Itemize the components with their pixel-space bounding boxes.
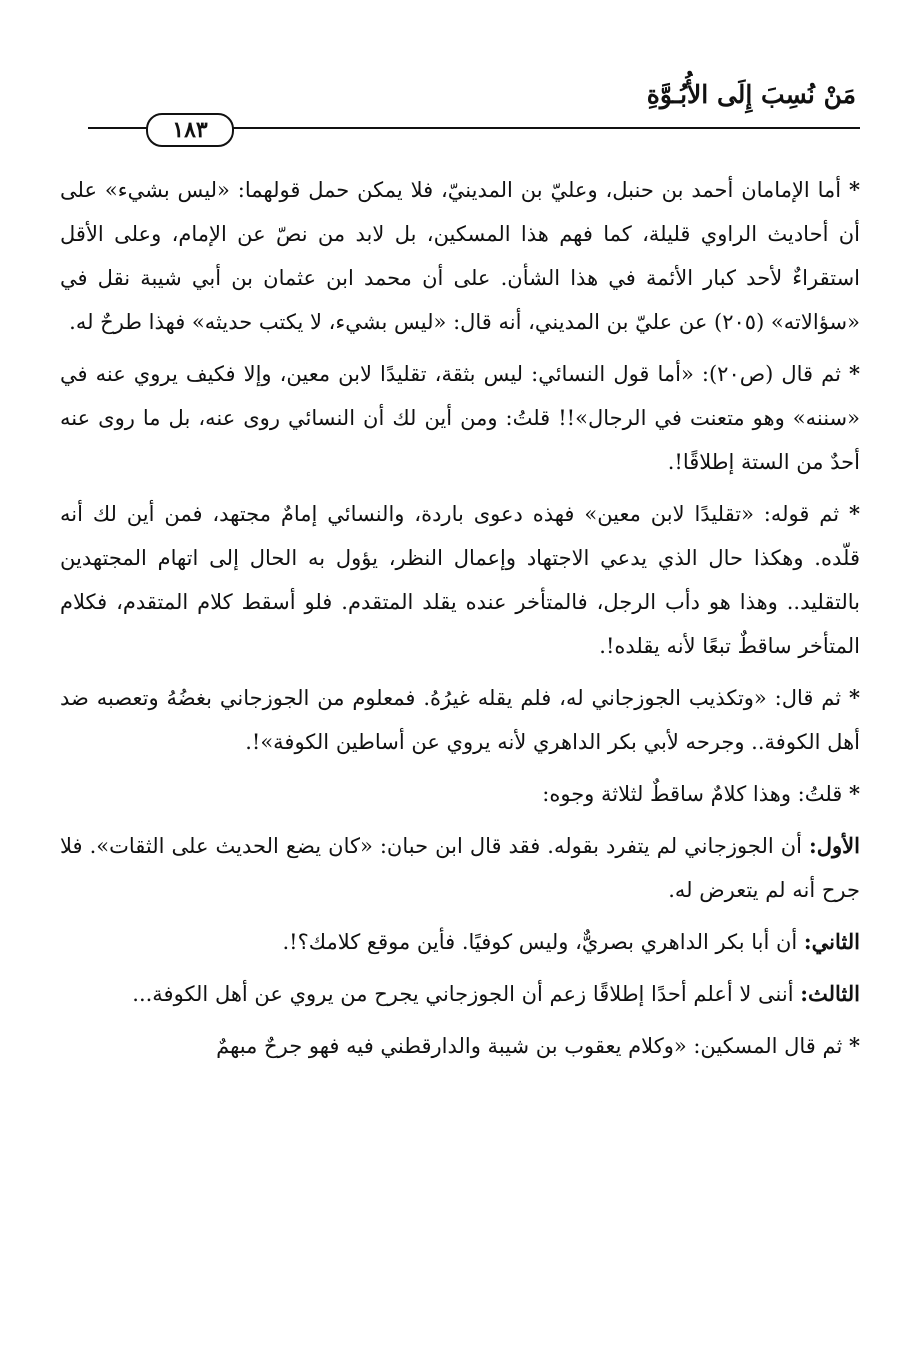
paragraph-text: ثم قوله: «تقليدًا لابن معين» فهذه دعوى باردة، والنسائي إمامٌ مجتهد، فمن أين لك أنه قلّده. وهكذا حال الذي يدعي الاجتهاد وإعمال النظر، يؤول به الحال إلى اتهام المجتهدين بالتقليد.. وهذا هو دأب الرجل، فالمتأخر عنده يقلد المتقدم. فلو أسقط كلام المتقدم، فكلام المتأخر ساقطٌ تبعًا لأنه يقلده!. <box>60 502 860 658</box>
paragraph-text: قلتُ: وهذا كلامٌ ساقطٌ لثلاثة وجوه: <box>542 782 843 806</box>
paragraph-text: ثم قال (ص٢٠): «أما قول النسائي: ليس بثقة، تقليدًا لابن معين، وإلا فكيف يروي عنه في «سننه» وهو متعنت في الرجال»!! قلتُ: ومن أين لك أن النسائي روى عنه، بل ما روى عنه أحدٌ من الستة إطلاقًا!. <box>60 362 860 474</box>
paragraph-text: أما الإمامان أحمد بن حنبل، وعليّ بن المدينيّ، فلا يمكن حمل قولهما: «ليس بشيء» على أن أحاديث الراوي قليلة، كما فهم هذا المسكين، بل لابد من نصّ عن الإمام، وعلى الأقل استقراءٌ لأحد كبار الأئمة في هذا الشأن. على أن محمد ابن عثمان بن أبي شيبة نقل في «سؤالاته» (٢٠٥) عن عليّ بن المديني، أنه قال: «ليس بشيء، لا يكتب حديثه» فهذا طرحٌ له. <box>60 178 860 334</box>
paragraph-marker: * <box>849 781 860 806</box>
paragraph <box>60 676 860 764</box>
paragraph-marker: * <box>849 685 860 710</box>
paragraph-marker: * <box>849 501 860 526</box>
paragraph <box>60 492 860 668</box>
paragraph-text: أن الجوزجاني لم يتفرد بقوله. فقد قال ابن حبان: «كان يضع الحديث على الثقات». فلا جرح أنه لم يتعرض له. <box>60 834 860 902</box>
paragraph <box>60 168 860 344</box>
paragraph-lead: الثاني: <box>803 929 860 954</box>
paragraph-text: ثم قال المسكين: «وكلام يعقوب بن شيبة والدارقطني فيه فهو جرحٌ مبهمٌ <box>216 1034 843 1058</box>
paragraph-lead: الثالث: <box>800 981 860 1006</box>
paragraph-marker: * <box>849 361 860 386</box>
paragraph <box>60 352 860 484</box>
paragraph <box>60 1024 860 1068</box>
running-title: مَنْ نُسِبَ إِلَى الأُبُـوَّةِ <box>646 80 856 109</box>
paragraph-marker: * <box>849 177 860 202</box>
page-number: ١٨٣ <box>146 113 234 147</box>
paragraph-lead: الأول: <box>809 833 860 858</box>
paragraph <box>60 772 860 816</box>
paragraph <box>60 920 860 964</box>
paragraph-text: أننى لا أعلم أحدًا إطلاقًا زعم أن الجوزجاني يجرح من يروي عن أهل الكوفة... <box>132 982 794 1006</box>
page-body <box>60 168 860 1076</box>
paragraph-text: أن أبا بكر الداهري بصريٌّ، وليس كوفيًا. فأين موقع كلامك؟!. <box>282 930 798 954</box>
paragraph-marker: * <box>849 1033 860 1058</box>
paragraph <box>60 972 860 1016</box>
paragraph-text: ثم قال: «وتكذيب الجوزجاني له، فلم يقله غيرُهُ. فمعلوم من الجوزجاني بغضُهُ وتعصبه ضد أهل الكوفة.. وجرحه لأبي بكر الداهري لأنه يروي عن أساطين الكوفة»!. <box>60 686 860 754</box>
paragraph <box>60 824 860 912</box>
